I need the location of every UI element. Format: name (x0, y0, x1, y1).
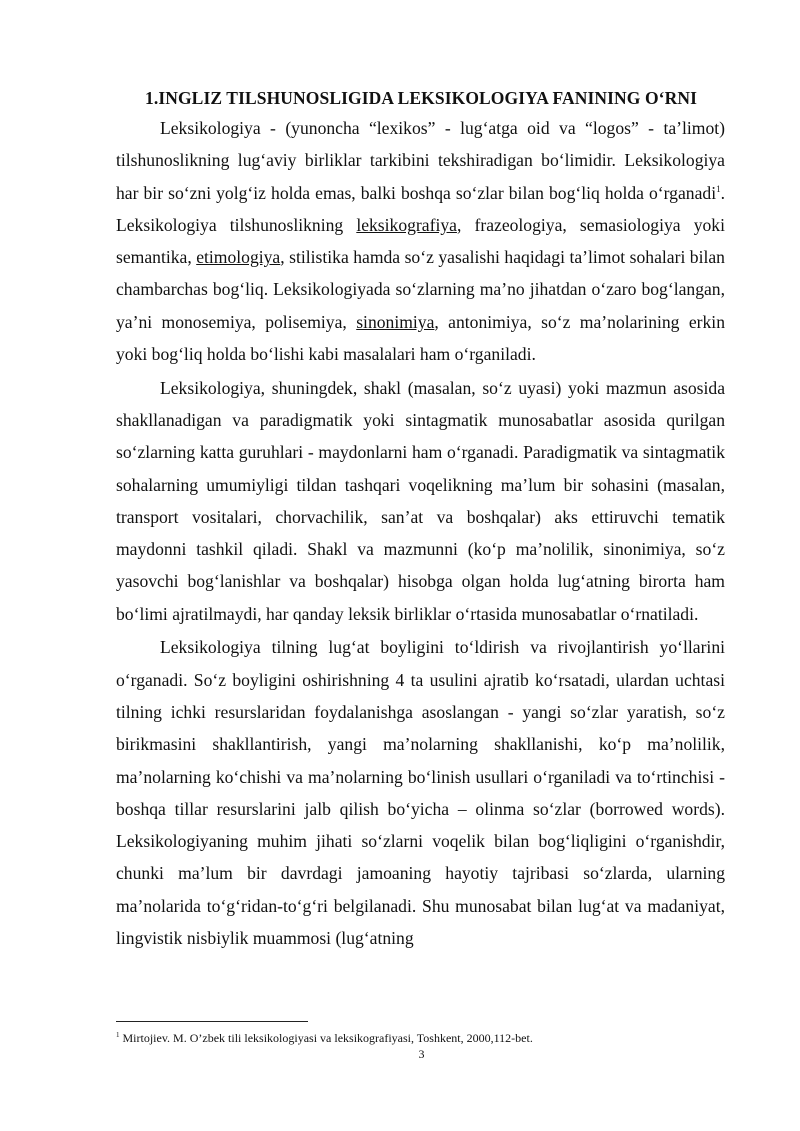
footnote-reference[interactable]: 1 (716, 183, 721, 194)
page-number: 3 (418, 1047, 425, 1061)
paragraph-text: , frazeologiya, semasiologiya yoki semantika, (116, 214, 725, 268)
paragraph-3 (116, 631, 725, 954)
footnote-separator (116, 1021, 308, 1022)
link-sinonimiya[interactable]: sinonimiya (356, 311, 435, 332)
paragraph-2 (116, 372, 725, 630)
link-etimologiya[interactable]: etimologiya (196, 247, 281, 268)
paragraph-1 (116, 112, 725, 370)
paragraph-text: , antonimiya, so‘z ma’nolarining erkin yoki bog‘liq holda bo‘lishi kabi masalalari ham o‘rganiladi. (116, 311, 725, 365)
paragraph-text: Leksikologiya, shuningdek, shakl (masalan, so‘z uyasi) yoki mazmun asosida shakllanadigan va paradigmatik yoki sintagmatik munosabatlar asosida qurilgan so‘zlarning katta guruhlari - maydonlarni ham o‘rganadi. Paradigmatik va sintagmatik sohalarning umumiyligi tildan tashqari voqelikning ma’lum bir sohasini (masalan, transport vositalari, chorvachilik, san’at va boshqalar) aks ettiruvchi tematik maydonni tashkil qiladi. Shakl va mazmunni (ko‘p ma’nolilik, sinonimiya, so‘z yasovchi bog‘lanishlar va boshqalar) hisobga olgan holda lug‘atning birorta ham bo‘limi ajratilmaydi, har qanday leksik birliklar o‘rtasida munosabatlar o‘rnatiladi. (116, 377, 725, 624)
footnote (116, 1031, 533, 1045)
link-leksikografiya[interactable]: leksikografiya (356, 214, 457, 235)
body-text (116, 112, 725, 954)
paragraph-text: Leksikologiya - (yunoncha “lexikos” - lug‘atga oid va “logos” - ta’limot) tilshunoslikning lug‘aviy birliklar tarkibini tekshiradigan bo‘limidir. Leksikologiya har bir so‘zni yolg‘iz holda emas, balki boshqa so‘zlar bilan bog‘liq holda o‘rganadi (116, 118, 725, 203)
paragraph-text: . Leksikologiya tilshunoslikning (116, 182, 725, 235)
paragraph-text: Leksikologiya tilning lug‘at boyligini to‘ldirish va rivojlantirish yo‘llarini o‘rganadi. So‘z boyligini oshirishning 4 ta usulini ajratib ko‘rsatadi, ulardan uchtasi tilning ichki resurslaridan foydalanishga asoslangan - yangi so‘zlar yaratish, so‘z birikmasini shakllantirish, yangi ma’nolarning shakllanishi, ko‘p ma’nolilik, ma’nolarning ko‘chishi va ma’nolarning bo‘linish usullari o‘rganiladi va to‘rtinchisi - boshqa tillar resurslarini jalb qilish bo‘yicha – olinma so‘zlar (borrowed words). Leksikologiyaning muhim jihati so‘zlarni voqelik bilan bog‘liqligini o‘rganishdir, chunki ma’lum bir davrdagi jamoaning hayotiy tajribasi so‘zlarda, ularning ma’nolarida to‘g‘ridan-to‘g‘ri belgilanadi. Shu munosabat bilan lug‘at va madaniyat, lingvistik nisbiylik muammosi (lug‘atning (116, 637, 725, 949)
section-heading: 1.INGLIZ TILSHUNOSLIGIDA LEKSIKOLOGIYA FANINING O‘RNI (145, 87, 697, 108)
footnote-marker: 1 (116, 1031, 120, 1039)
footnote-text: Mirtojiev. M. O’zbek tili leksikologiyasi va leksikografiyasi, Toshkent, 2000,112-bet. (119, 1031, 533, 1045)
paragraph-text: , stilistika hamda so‘z yasalishi haqidagi ta’limot sohalari bilan chambarchas bog‘liq. Leksikologiyada so‘zlarning ma’no jihatdan o‘zaro bog‘langan, ya’ni monosemiya, polisemiya, (116, 247, 725, 332)
